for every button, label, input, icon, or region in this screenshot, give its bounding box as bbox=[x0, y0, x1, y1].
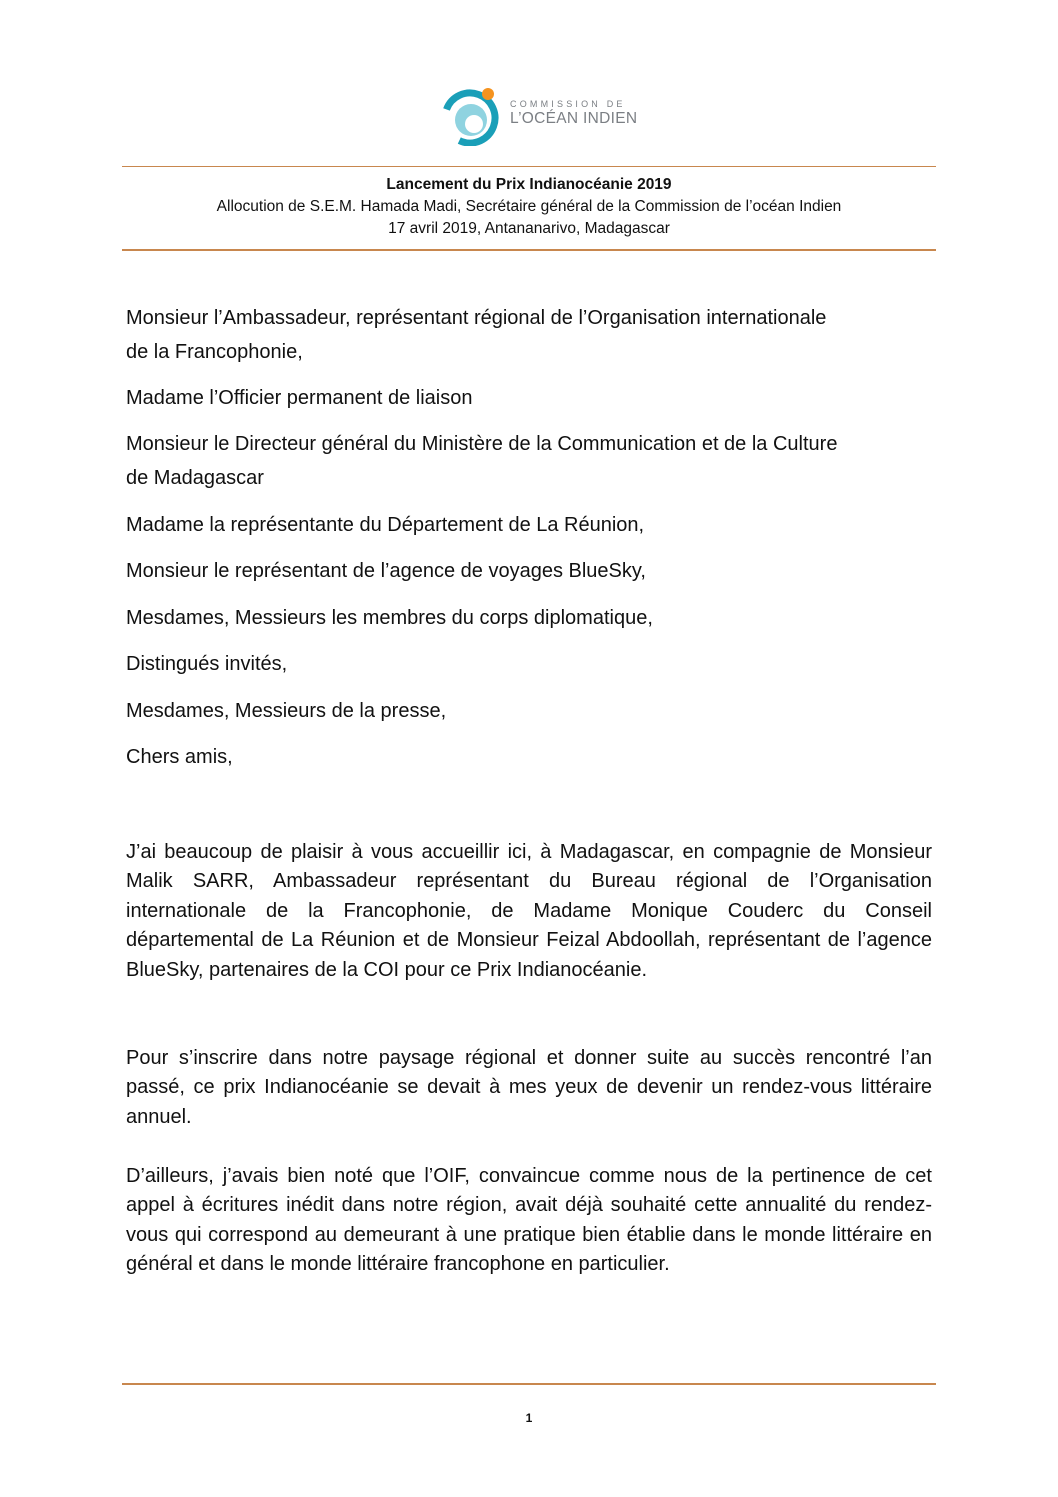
footer-rule bbox=[122, 1383, 936, 1385]
salutation-line: Chers amis, bbox=[126, 746, 233, 768]
salutation-line: Mesdames, Messieurs de la presse, bbox=[126, 700, 447, 722]
salutation-line: de Madagascar bbox=[126, 467, 264, 489]
logo-text bbox=[510, 98, 637, 128]
body-paragraph: J’ai beaucoup de plaisir à vous accueillir ici, à Madagascar, en compagnie de Monsieur Malik SARR, Ambassadeur représentant du Bureau régional de l’Organisation internationale de la Francophonie, de Madame Monique Couderc du Conseil départemental de La Réunion et de Monsieur Feizal Abdoollah, représentant de l’agence BlueSky, partenaires de la COI pour ce Prix Indianocéanie. bbox=[126, 841, 932, 981]
header-top-rule bbox=[122, 166, 936, 167]
salutation-line: Monsieur le Directeur général du Ministère de la Communication et de la Culture bbox=[126, 433, 838, 455]
salutation-line: de la Francophonie, bbox=[126, 341, 303, 363]
salutation-line: Monsieur l’Ambassadeur, représentant régional de l’Organisation internationale bbox=[126, 307, 827, 329]
document-subtitle: Allocution de S.E.M. Hamada Madi, Secrétaire général de la Commission de l’océan Indien bbox=[216, 198, 842, 215]
logo-line-2: L’OCÉAN INDIEN bbox=[510, 110, 638, 127]
salutation-line: Madame l’Officier permanent de liaison bbox=[126, 387, 473, 409]
document-header bbox=[122, 174, 936, 240]
logo-line-1: COMMISSION DE bbox=[510, 99, 626, 109]
body-paragraph: Pour s’inscrire dans notre paysage régional et donner suite au succès rencontré l’an passé, ce prix Indianocéanie se devait à mes yeux de devenir un rendez-vous littéraire annuel. bbox=[126, 1047, 932, 1128]
coi-logo-icon bbox=[440, 82, 504, 146]
salutation-line: Madame la représentante du Département de La Réunion, bbox=[126, 514, 645, 536]
document-title: Lancement du Prix Indianocéanie 2019 bbox=[386, 176, 672, 193]
page-number: 1 bbox=[525, 1411, 533, 1425]
header-bottom-rule bbox=[122, 249, 936, 251]
salutation-line: Mesdames, Messieurs les membres du corps diplomatique, bbox=[126, 607, 653, 629]
coi-logo bbox=[440, 82, 640, 152]
document-date-place: 17 avril 2019, Antananarivo, Madagascar bbox=[388, 220, 670, 237]
body-paragraph: D’ailleurs, j’avais bien noté que l’OIF, convaincue comme nous de la pertinence de cet appel à écritures inédit dans notre région, avait déjà souhaité cette annualité du rendez-vous qui correspond au demeurant à une pratique bien établie dans le monde littéraire en général et dans le monde littéraire francophone en particulier. bbox=[126, 1165, 932, 1276]
salutation-line: Distingués invités, bbox=[126, 653, 288, 675]
salutation-line: Monsieur le représentant de l’agence de voyages BlueSky, bbox=[126, 560, 646, 582]
